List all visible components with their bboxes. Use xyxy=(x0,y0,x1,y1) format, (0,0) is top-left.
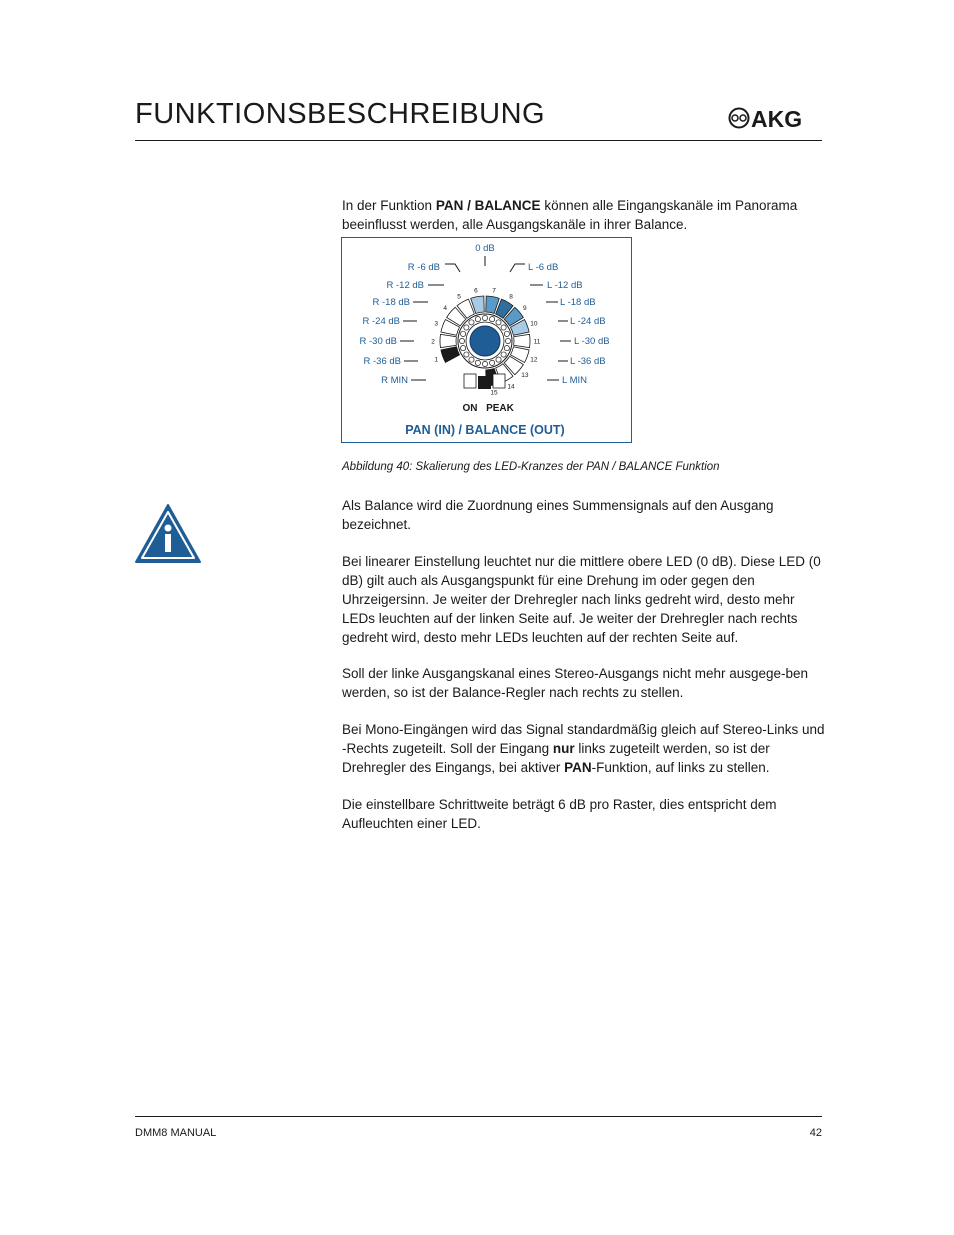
led-number: 4 xyxy=(443,305,447,313)
paragraph-linear: Bei linearer Einstellung leuchtet nur die mittlere obere LED (0 dB). Diese LED (0 dB) gilt auch als Ausgangspunkt für eine Drehung im oder gegen den Uhrzeigersinn. Je weiter der Drehregler nach links gedreht wird, desto mehr LEDs leuchten auf der linken Seite auf. Je weiter der Drehregler nach rechts gedreht wird, desto mehr LEDs leuchten auf der rechten Seite auf. xyxy=(342,554,821,645)
led-number: 7 xyxy=(492,287,496,295)
peak-label: PEAK xyxy=(486,403,514,414)
led-ring-diagram xyxy=(342,238,631,442)
knob-grip xyxy=(496,357,501,362)
page-title: FUNKTIONSBESCHREIBUNG xyxy=(135,98,546,130)
left-scale-label: R -30 dB xyxy=(359,336,397,347)
knob-grip xyxy=(505,338,510,343)
knob-grip xyxy=(501,352,506,357)
paragraph-mono: Bei Mono-Eingängen wird das Signal standardmäßig gleich auf Stereo-Links und -Rechts zugeteilt. Soll der Eingang nur links zugeteilt werden, so ist der Drehregler des Eingangs, bei aktiver PAN-Funktion, auf links zu stellen. xyxy=(342,722,825,775)
left-scale-label: R -6 dB xyxy=(407,262,440,273)
right-scale-label: L -24 dB xyxy=(570,316,606,327)
right-scale-label: L MIN xyxy=(562,375,587,386)
intro-paragraph: In der Funktion PAN / BALANCE können alle Eingangskanäle im Panorama beeinflusst werden, alle Ausgangskanäle in ihrer Balance. xyxy=(342,198,798,232)
knob-grip xyxy=(459,338,464,343)
led-number: 8 xyxy=(509,293,513,301)
led-number: 6 xyxy=(474,287,478,295)
led-number: 12 xyxy=(530,356,538,364)
led-number: 14 xyxy=(507,383,515,391)
knob-grip xyxy=(504,331,509,336)
figure-title: PAN (IN) / BALANCE (OUT) xyxy=(405,423,565,437)
paragraph-step: Die einstellbare Schrittweite beträgt 6 dB pro Raster, dies entspricht dem Aufleuchten einer LED. xyxy=(342,797,777,831)
knob-grip xyxy=(464,352,469,357)
knob-grip xyxy=(490,360,495,365)
knob-grip xyxy=(461,346,466,351)
logo-text: AKG xyxy=(751,106,803,130)
label-0db: 0 dB xyxy=(475,243,495,254)
knob-grip xyxy=(475,317,480,322)
right-scale-label: L -36 dB xyxy=(570,356,606,367)
knob-grip xyxy=(496,320,501,325)
right-scale-label: L -18 dB xyxy=(560,297,596,308)
left-scale-label: R -24 dB xyxy=(362,316,400,327)
knob-grip xyxy=(501,325,506,330)
led-segment xyxy=(514,334,530,347)
led-number: 10 xyxy=(530,320,538,328)
right-scale-label: L -12 dB xyxy=(547,280,583,291)
led-number: 1 xyxy=(434,356,438,364)
led-number: 11 xyxy=(533,338,541,346)
knob-grip xyxy=(469,320,474,325)
led-number: 15 xyxy=(490,389,498,397)
knob-grip xyxy=(482,361,487,366)
info-icon xyxy=(134,503,202,564)
footer-manual-name: DMM8 MANUAL xyxy=(135,1127,217,1139)
led-number: 5 xyxy=(457,293,461,301)
knob-grip xyxy=(461,331,466,336)
footer-rule xyxy=(135,1116,822,1117)
knob-grip xyxy=(475,360,480,365)
leader-line xyxy=(510,264,525,272)
knob-cap xyxy=(470,326,500,356)
header-rule xyxy=(135,140,822,141)
figure-caption: Abbildung 40: Skalierung des LED-Kranzes der PAN / BALANCE Funktion xyxy=(342,461,720,473)
paragraph-balance: Als Balance wird die Zuordnung eines Summensignals auf den Ausgang bezeichnet. xyxy=(342,498,774,532)
on-led xyxy=(478,376,491,389)
knob-grip xyxy=(504,346,509,351)
left-scale-label: R MIN xyxy=(381,375,408,386)
led-outline xyxy=(464,374,476,388)
led-number: 3 xyxy=(434,320,438,328)
led-number: 13 xyxy=(521,371,529,379)
knob-grip xyxy=(490,317,495,322)
left-scale-label: R -12 dB xyxy=(386,280,424,291)
led-number: 2 xyxy=(431,338,435,346)
right-scale-label: L -6 dB xyxy=(528,262,559,273)
paragraph-left-output: Soll der linke Ausgangskanal eines Stereo-Ausgangs nicht mehr ausgege-ben werden, so ist der Balance-Regler nach rechts zu stellen. xyxy=(342,666,809,700)
knob-grip xyxy=(464,325,469,330)
led-number: 9 xyxy=(523,305,527,313)
knob-grip xyxy=(482,315,487,320)
leader-line xyxy=(445,264,460,272)
akg-logo xyxy=(728,106,823,130)
pan-balance-figure xyxy=(341,237,632,443)
left-scale-label: R -36 dB xyxy=(363,356,401,367)
left-scale-label: R -18 dB xyxy=(372,297,410,308)
led-segment xyxy=(441,347,460,363)
led-outline xyxy=(493,374,505,388)
led-segment xyxy=(440,334,456,347)
knob-grip xyxy=(469,357,474,362)
on-label: ON xyxy=(462,403,478,414)
right-scale-label: L -30 dB xyxy=(574,336,610,347)
page-number: 42 xyxy=(809,1127,822,1139)
